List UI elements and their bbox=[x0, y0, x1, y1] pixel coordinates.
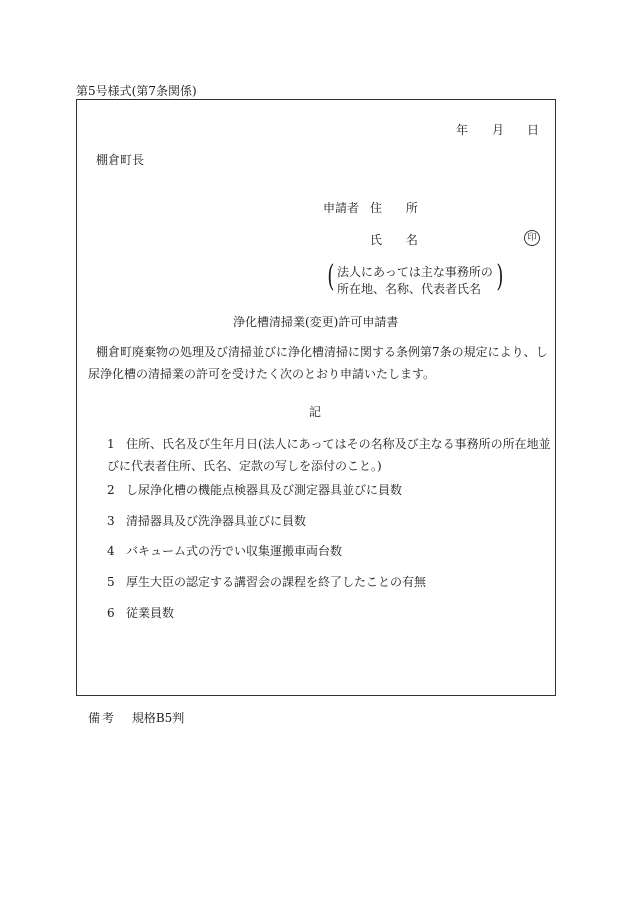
item-text-continuation: びに代表者住所、氏名、定款の写しを添付のこと。) bbox=[107, 459, 382, 473]
date-day-label: 日 bbox=[527, 123, 540, 137]
left-paren: ( bbox=[327, 259, 335, 294]
item-text: し尿浄化槽の機能点検器具及び測定器具並びに員数 bbox=[126, 483, 403, 497]
right-paren: ) bbox=[496, 259, 504, 294]
remarks bbox=[88, 712, 184, 724]
addressee: 棚倉町長 bbox=[96, 153, 145, 167]
body-text-line1: 棚倉町廃棄物の処理及び清掃並びに浄化槽清掃に関する条例第7条の規定により、し bbox=[96, 345, 548, 359]
corporate-note-line1: 法人にあっては主な事務所の bbox=[337, 265, 493, 279]
item-number: 2 bbox=[107, 483, 115, 497]
form-number-label: 第5号様式(第7条関係) bbox=[76, 84, 197, 98]
item-number: 4 bbox=[107, 544, 115, 558]
corporate-note-line2: 所在地、名称、代表者氏名 bbox=[337, 282, 482, 296]
item-number: 6 bbox=[107, 606, 115, 620]
document-title: 浄化槽清掃業(変更)許可申請書 bbox=[233, 315, 399, 329]
ki-heading: 記 bbox=[309, 405, 322, 419]
item-number: 5 bbox=[107, 575, 115, 589]
item-text: 従業員数 bbox=[126, 606, 175, 620]
date-month-label: 月 bbox=[492, 123, 505, 137]
item-text: 厚生大臣の認定する講習会の課程を終了したことの有無 bbox=[126, 575, 427, 589]
remarks-label: 備考 bbox=[88, 711, 117, 725]
applicant-label: 申請者 bbox=[323, 201, 360, 215]
item-number: 1 bbox=[107, 437, 115, 451]
item-number: 3 bbox=[107, 514, 115, 528]
item-text: バキューム式の汚でい収集運搬車両台数 bbox=[126, 544, 343, 558]
item-text: 清掃器具及び洗浄器具並びに員数 bbox=[126, 514, 307, 528]
name-label: 氏 名 bbox=[370, 233, 428, 247]
seal-mark: 印 bbox=[524, 230, 540, 246]
body-text-line2: 尿浄化槽の清掃業の許可を受けたく次のとおり申請いたします。 bbox=[88, 367, 436, 381]
item-text: 住所、氏名及び生年月日(法人にあってはその名称及び主なる事務所の所在地並 bbox=[126, 437, 551, 451]
remarks-text: 規格B5判 bbox=[131, 711, 185, 725]
date-year-label: 年 bbox=[456, 123, 469, 137]
address-label: 住 所 bbox=[370, 201, 428, 215]
